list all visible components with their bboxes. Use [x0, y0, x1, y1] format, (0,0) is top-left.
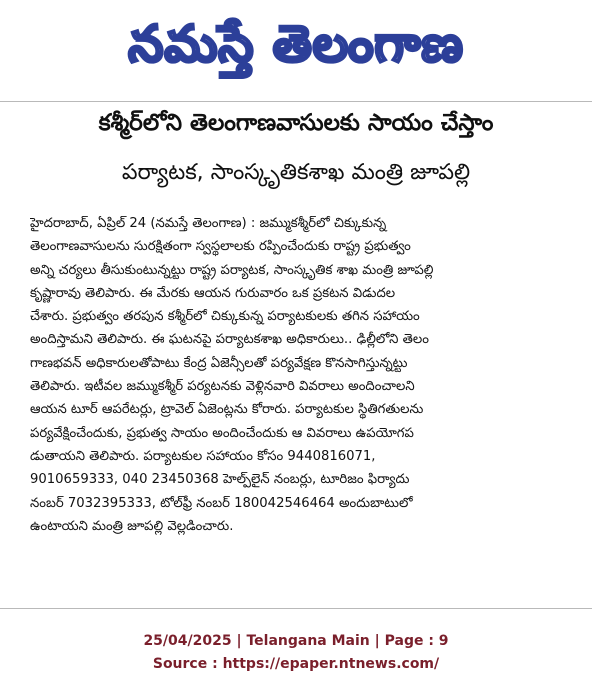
- newspaper-logo: నమస్తే తెలంగాణ: [128, 15, 464, 73]
- article-body-line: ఉంటాయని మంత్రి జూపల్లి వెల్లడించారు.: [30, 518, 234, 534]
- masthead: [0, 0, 592, 88]
- article-body-line: అన్ని చర్యలు తీసుకుంటున్నట్టు రాష్ట్ర పర్యాటక, సాంస్కృతిక శాఖ మంత్రి జూపల్లి: [30, 262, 434, 278]
- article-body-line: పర్యవేక్షించేందుకు, ప్రభుత్వ సాయం అందించేందుకు ఆ వివరాలు ఉపయోగప: [30, 425, 414, 441]
- article-body-line: చేశారు. ప్రభుత్వం తరపున కశ్మీర్‌లో చిక్కుకున్న పర్యాటకులకు తగిన సహాయం: [30, 309, 420, 325]
- article-headline: కశ్మీర్‌లోని తెలంగాణవాసులకు సాయం చేస్తాం: [98, 110, 494, 136]
- article-body-line: ఆయన టూర్ ఆపరేటర్లు, ట్రావెల్ ఏజెంట్లను కోరారు. పర్యాటకుల స్థితిగతులను: [30, 402, 424, 418]
- article-body-line: డుతాయని తెలిపారు. పర్యాటకుల సహాయం కోసం 9440816071,: [30, 448, 376, 464]
- bottom-divider: [0, 608, 592, 609]
- article-body-line: అందిస్తామని తెలిపారు. ఈ ఘటనపై పర్యాటకశాఖ అధికారులు.. ఢిల్లీలోని తెలం: [30, 332, 429, 348]
- article-body-line: 9010659333, 040 23450368 హెల్ప్‌లైన్ నంబర్లు, టూరిజం ఫిర్యాదు: [30, 472, 410, 488]
- article-body-line: తెలంగాణవాసులను సురక్షితంగా స్వస్థలాలకు రప్పించేందుకు రాష్ట్ర ప్రభుత్వం: [30, 239, 411, 255]
- article-body-line: హైదరాబాద్, ఏప్రిల్ 24 (నమస్తే తెలంగాణ) : జమ్ముకశ్మీర్‌లో చిక్కుకున్న: [30, 216, 387, 231]
- article-subheadline: పర్యాటక, సాంస్కృతికశాఖ మంత్రి జూపల్లి: [121, 160, 471, 185]
- source-info: Source : https://epaper.ntnews.com/: [152, 656, 440, 672]
- article-body-line: కృష్ణారావు తెలిపారు. ఈ మేరకు ఆయన గురువారం ఒక ప్రకటన విడుదల: [30, 285, 396, 301]
- article-body-line: నంబర్ 7032395333, టోల్‌ఫ్రీ నంబర్ 180042546464 అందుబాటులో: [30, 495, 413, 511]
- article-body-line: గాణభవన్ అధికారులతోపాటు కేంద్ర ఏజెన్సీలతో పర్యవేక్షణ కొనసాగిస్తున్నట్టు: [30, 355, 408, 371]
- edition-info: 25/04/2025 | Telangana Main | Page : 9: [143, 633, 449, 649]
- top-divider: [0, 101, 592, 102]
- article-body: [30, 212, 570, 538]
- article-body-line: తెలిపారు. ఇటీవల జమ్ముకశ్మీర్ పర్యటనకు వెళ్లినవారి వివరాలు అందించాలని: [30, 379, 415, 395]
